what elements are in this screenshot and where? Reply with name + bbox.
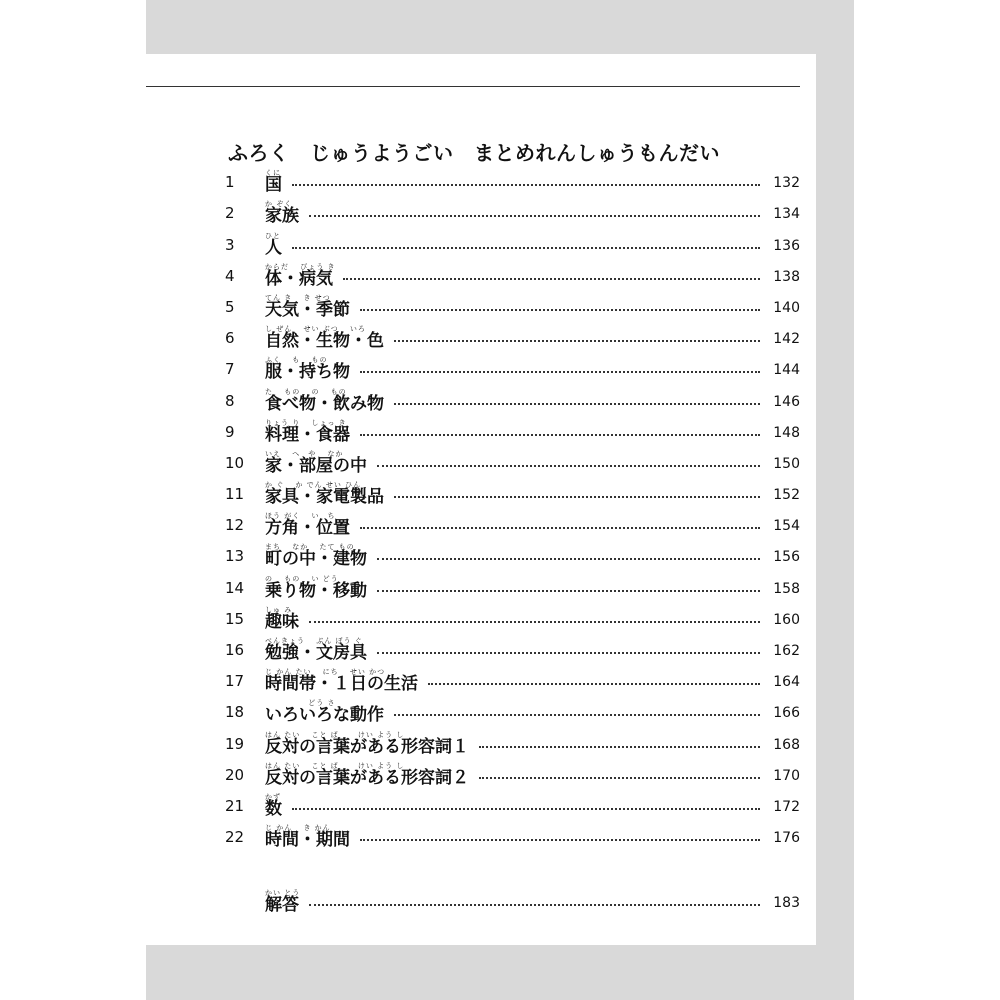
toc-title-wrap [265,451,367,476]
toc-item-title: 趣味 [265,611,299,632]
toc-title-wrap [265,326,384,351]
toc-item-number: 8 [225,391,235,410]
toc-item-page-number: 154 [773,518,800,535]
toc-item-title: 国 [265,175,282,196]
toc-title-wrap [265,233,282,258]
table-of-contents [225,164,800,850]
toc-item-ruby: からだ びょう き [265,262,336,271]
toc-title-wrap [265,763,469,788]
toc-item-number: 7 [225,360,235,379]
toc-item-ruby: りょう り しょっ き [265,418,347,427]
toc-item-page-number: 144 [773,362,800,379]
toc-title-wrap [265,825,350,850]
leader-dots [479,746,760,748]
toc-item-ruby: しゅ み [265,605,293,614]
toc-title-wrap [265,295,350,320]
background-bottom [146,945,854,1000]
toc-title-wrap [265,544,367,569]
toc-row[interactable] [225,507,800,538]
toc-item-page-number: 142 [773,331,800,348]
toc-item-page-number: 172 [773,798,800,815]
toc-item-page-number: 148 [773,424,800,441]
toc-title-wrap [265,482,384,507]
toc-title-wrap [265,201,299,226]
toc-item-number: 17 [225,672,245,691]
toc-item-ruby: ほう がく い ち [265,512,336,521]
toc-item-number: 13 [225,547,245,566]
toc-title-wrap [265,513,350,538]
answer-ruby: かい とう [265,889,301,897]
toc-row[interactable] [225,382,800,413]
toc-row[interactable] [225,663,800,694]
toc-item-title: 時間・期間 [265,830,350,851]
toc-item-ruby: か ぞく [265,200,293,209]
toc-row[interactable] [225,351,800,382]
toc-answer-row[interactable] [265,884,800,915]
toc-item-number: 14 [225,578,245,597]
toc-item-number: 16 [225,641,245,659]
toc-row[interactable] [225,164,800,195]
toc-item-page-number: 140 [773,299,800,316]
toc-item-title: 家・部屋の中 [265,455,367,476]
answer-page-number: 183 [773,895,800,911]
toc-item-title: 家族 [265,206,299,227]
toc-item-title: 自然・生物・色 [265,331,384,352]
toc-item-page-number: 160 [773,611,800,628]
leader-dots [377,558,760,560]
toc-item-number: 5 [225,297,235,316]
toc-item-number: 18 [225,703,245,722]
toc-title-wrap [265,170,282,195]
toc-item-number: 6 [225,329,235,348]
toc-item-number: 10 [225,453,245,472]
toc-item-page-number: 166 [773,705,800,722]
leader-dots [360,839,760,841]
toc-row[interactable] [225,445,800,476]
leader-dots [309,904,760,906]
toc-item-ruby: まち なか たて もの [265,543,355,552]
toc-item-title: 方角・位置 [265,518,350,539]
toc-item-page-number: 134 [773,206,800,223]
toc-item-number: 21 [225,796,245,815]
page-edge [816,54,854,945]
toc-item-title: 食べ物・飲み物 [265,393,384,414]
leader-dots [394,496,760,498]
toc-row[interactable] [225,819,800,850]
leader-dots [377,465,760,467]
toc-item-title: 町の中・建物 [265,549,367,570]
toc-item-ruby: どう さ [265,699,336,708]
toc-item-page-number: 138 [773,268,800,285]
toc-item-ruby: いえ へ や なか [265,449,344,458]
toc-item-ruby: か ぐ か でん せい ひん [265,481,362,490]
toc-row[interactable] [225,538,800,569]
toc-title-wrap [265,576,367,601]
leader-dots [309,215,760,217]
toc-row[interactable] [225,725,800,756]
leader-dots [360,309,760,311]
toc-row[interactable] [225,476,800,507]
toc-item-number: 9 [225,422,235,441]
toc-item-ruby: べんきょう ぶん ぼう ぐ [265,637,363,645]
toc-item-title: 人 [265,237,282,258]
toc-item-ruby: ふく も もの [265,356,328,365]
toc-title-wrap [265,794,282,819]
answer-title-wrap [265,890,299,915]
leader-dots [394,340,760,342]
toc-item-number: 4 [225,266,235,285]
toc-row[interactable] [225,195,800,226]
leader-dots [309,621,760,623]
toc-item-title: 時間帯・１日の生活 [265,674,418,695]
toc-item-title: 服・持ち物 [265,362,350,383]
toc-item-number: 19 [225,734,245,753]
toc-row[interactable] [225,258,800,289]
toc-title-wrap [265,669,418,694]
toc-item-title: いろいろな動作 [265,705,384,726]
leader-dots [394,403,760,405]
leader-dots [377,652,760,654]
toc-title-wrap [265,607,299,632]
toc-item-title: 体・病気 [265,268,333,289]
toc-item-title: 反対の言葉がある形容詞２ [265,767,469,788]
toc-title-wrap [265,262,336,289]
leader-dots [292,247,760,249]
answer-title: 解答 [265,895,299,915]
toc-item-ruby: はん たい こと ば けい よう し [265,761,405,770]
toc-item-page-number: 176 [773,830,800,847]
leader-dots [360,371,760,373]
toc-row[interactable] [225,414,800,445]
leader-dots [343,278,760,280]
toc-row[interactable] [225,569,800,600]
toc-title-wrap [265,700,384,725]
toc-item-page-number: 156 [773,549,800,566]
toc-item-number: 3 [225,235,235,254]
toc-row[interactable] [225,757,800,788]
leader-dots [360,527,760,529]
toc-row[interactable] [225,320,800,351]
toc-title-wrap [265,357,350,382]
toc-item-page-number: 158 [773,580,800,597]
toc-row[interactable] [225,694,800,725]
toc-title-wrap [265,732,469,757]
toc-item-number: 11 [225,485,245,504]
toc-item-number: 12 [225,516,245,535]
toc-row[interactable] [225,632,800,663]
toc-item-page-number: 136 [773,237,800,254]
background-top [146,0,854,54]
toc-item-page-number: 170 [773,767,800,784]
toc-title-wrap [265,638,367,663]
leader-dots [292,808,760,810]
toc-item-title: 数 [265,798,282,819]
toc-item-title: 勉強・文房具 [265,643,367,663]
toc-item-ruby: の もの い どう [265,574,339,583]
toc-item-title: 料理・食器 [265,424,350,445]
toc-item-number: 15 [225,609,245,628]
toc-item-ruby: てん き き せつ [265,293,331,302]
toc-item-ruby: かず [265,792,281,801]
toc-item-page-number: 162 [773,643,800,659]
header-rule [146,86,800,87]
toc-item-page-number: 150 [773,455,800,472]
toc-item-title: 乗り物・移動 [265,580,367,601]
toc-item-ruby: はん たい こと ば けい よう し [265,730,405,739]
leader-dots [377,590,760,592]
toc-item-number: 1 [225,173,235,192]
leader-dots [360,434,760,436]
toc-title-wrap [265,389,384,414]
toc-item-page-number: 152 [773,487,800,504]
toc-item-ruby: じ かん き かん [265,824,331,833]
toc-item-ruby: た もの の もの [265,387,347,396]
leader-dots [292,184,760,186]
toc-item-page-number: 132 [773,175,800,192]
toc-item-ruby: くに [265,169,281,178]
toc-row[interactable] [225,601,800,632]
toc-title-wrap [265,420,350,445]
toc-row[interactable] [225,226,800,257]
toc-item-ruby: じ かん たい にち せい かつ [265,668,386,677]
leader-dots [428,683,760,685]
leader-dots [479,777,760,779]
toc-item-title: 反対の言葉がある形容詞１ [265,736,469,757]
toc-item-number: 22 [225,828,245,847]
toc-heading: ふろく じゅうようごい まとめれんしゅうもんだい [228,141,720,165]
toc-item-ruby: ひと [265,231,281,240]
toc-item-title: 天気・季節 [265,299,350,320]
toc-item-page-number: 164 [773,674,800,691]
toc-item-number: 2 [225,204,235,223]
toc-item-title: 家具・家電製品 [265,487,384,508]
toc-row[interactable] [225,289,800,320]
toc-item-ruby: し ぜん せい ぶつ いろ [265,325,366,334]
toc-item-number: 20 [225,765,245,784]
toc-item-page-number: 168 [773,736,800,753]
toc-item-page-number: 146 [773,393,800,410]
toc-row[interactable] [225,788,800,819]
leader-dots [394,714,760,716]
